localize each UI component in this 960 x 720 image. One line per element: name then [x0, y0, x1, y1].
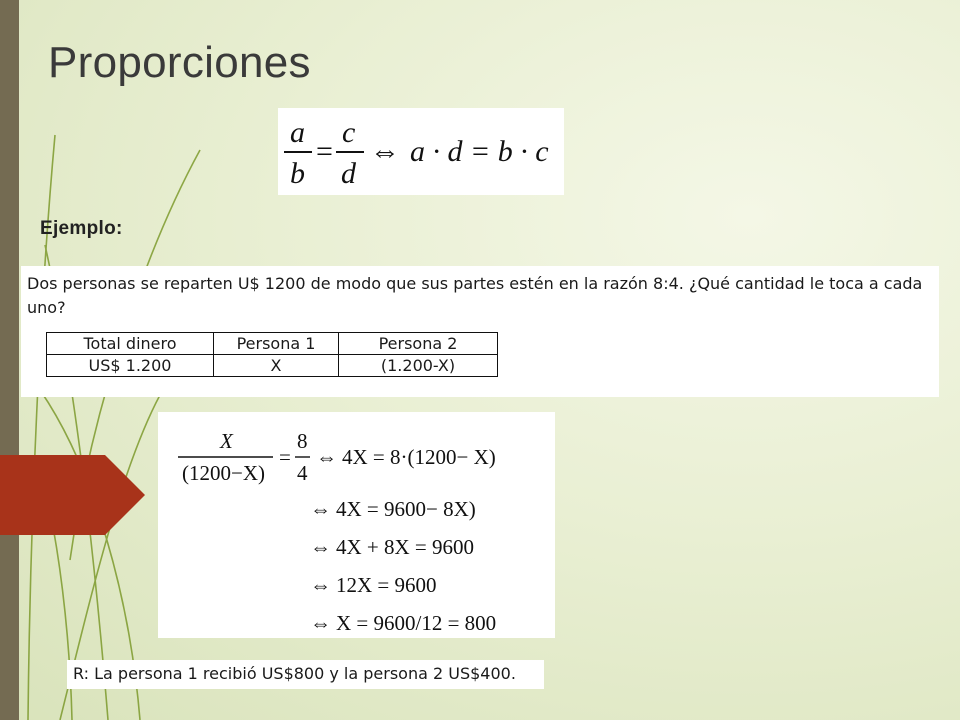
red-arrow-tab	[0, 455, 145, 535]
table-header-cell: Persona 2	[339, 333, 498, 355]
formula-a: a	[290, 116, 305, 149]
iff-arrow: ⇔	[310, 535, 331, 559]
solution-step-1: 4X = 8·(1200− X)	[342, 445, 496, 469]
iff-arrow: ⇔	[316, 445, 337, 469]
solution-rhs-num: 8	[297, 429, 308, 453]
answer-text: R: La persona 1 recibió US$800 y la persona 2 US$400.	[73, 664, 516, 683]
table-cell: X	[214, 355, 339, 377]
table-row	[47, 355, 498, 377]
answer-box	[67, 660, 544, 689]
formula-c: c	[342, 116, 356, 149]
table-cell: (1.200-X)	[339, 355, 498, 377]
solution-step-5: X = 9600/12 = 800	[336, 611, 497, 635]
iff-arrow: ⇔	[370, 135, 400, 168]
solution-step-2: 4X = 9600− 8X)	[336, 497, 476, 521]
problem-statement-box	[21, 266, 939, 397]
solution-steps	[158, 412, 555, 638]
solution-frac-den: (1200−X)	[182, 461, 265, 485]
problem-text: Dos personas se reparten U$ 1200 de modo que sus partes estén en la razón 8:4. ¿Qué cantidad le toca a cada uno?	[27, 274, 923, 317]
formula-b: b	[290, 157, 305, 190]
slide-title: Proporciones	[48, 38, 311, 87]
table-cell: US$ 1.200	[47, 355, 214, 377]
formula-product: a · d = b · c	[410, 135, 549, 168]
proportion-formula	[278, 108, 564, 195]
iff-arrow: ⇔	[310, 497, 331, 521]
formula-equals: =	[316, 135, 333, 168]
iff-arrow: ⇔	[310, 611, 331, 635]
solution-eq: =	[279, 445, 291, 469]
example-label: Ejemplo:	[40, 218, 123, 239]
distribution-table	[46, 332, 498, 377]
table-header-row	[47, 333, 498, 355]
solution-frac-num: X	[220, 429, 233, 453]
table-header-cell: Persona 1	[214, 333, 339, 355]
solution-step-3: 4X + 8X = 9600	[336, 535, 475, 559]
solution-step-4: 12X = 9600	[336, 573, 437, 597]
table-header-cell: Total dinero	[47, 333, 214, 355]
solution-rhs-den: 4	[297, 461, 308, 485]
iff-arrow: ⇔	[310, 573, 331, 597]
formula-d: d	[341, 157, 356, 190]
